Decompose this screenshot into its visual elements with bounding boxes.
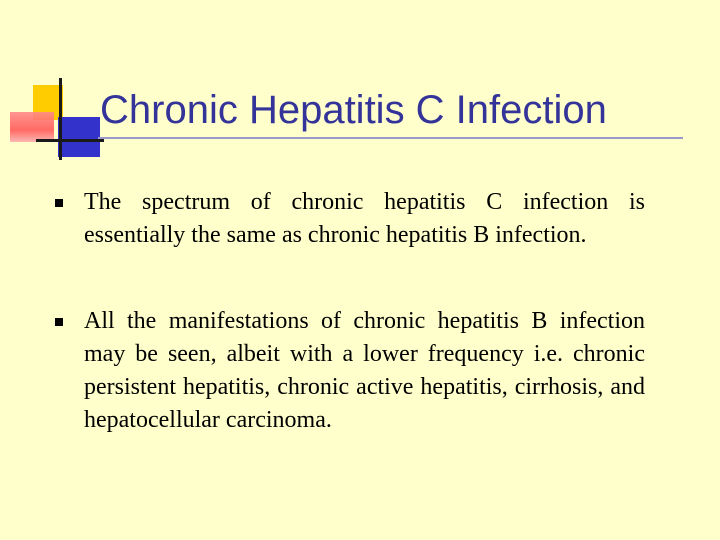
bullet-text: All the manifestations of chronic hepatitis B infection may be seen, albeit with a lower frequency i.e. chronic persistent hepatitis, chronic active hepatitis, cirrhosis, and hepatocellular carcinoma. (84, 308, 645, 433)
title-underline (98, 137, 683, 139)
bullet-text: The spectrum of chronic hepatitis C infection is essentially the same as chronic hepatitis B infection. (84, 189, 645, 248)
square-bullet-icon (55, 199, 63, 207)
red-square (10, 112, 54, 142)
horizontal-line (36, 139, 104, 142)
corner-squares-logo (0, 0, 110, 170)
blue-square (58, 117, 100, 157)
square-bullet-icon (55, 318, 63, 326)
vertical-line (59, 78, 62, 160)
slide-title: Chronic Hepatitis C Infection (100, 88, 607, 132)
